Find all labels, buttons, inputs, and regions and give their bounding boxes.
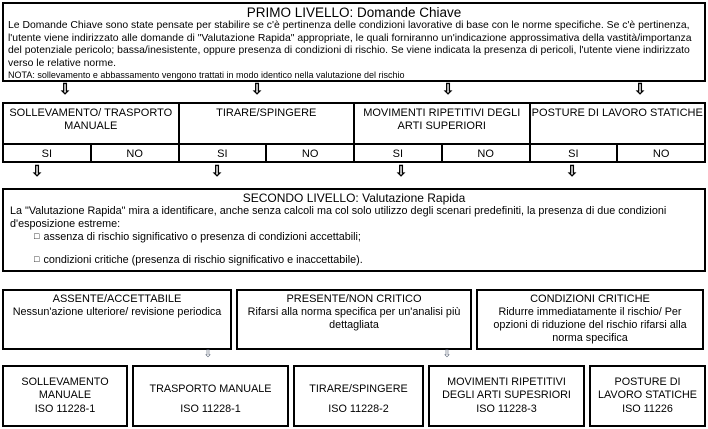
norm-name: SOLLEVAMENTO MANUALE bbox=[21, 376, 109, 401]
category-column-movimenti bbox=[355, 104, 531, 161]
outcome-box-assente bbox=[2, 289, 232, 350]
level1-description: Le Domande Chiave sono state pensate per stabilire se c'è pertinenza delle condizioni lavorative di base con le norme specifiche. Se c'è pertinenza, l'utente viene indirizzato alle domande di "Valutazione Rapida" appropriate, le quali forniranno un'indicazione approssimativa della vastità/importanza del potenziale pericolo; bassa/inesistente, oppure presenza di condizioni di rischio. Se viene indicata la presenza di pericoli, l'utente viene indirizzato verso le relative norme. bbox=[8, 20, 692, 69]
si-cell: SI bbox=[355, 145, 443, 161]
level2-bullet-2 bbox=[4, 254, 704, 267]
no-cell: NO bbox=[301, 148, 319, 160]
level2-title: SECONDO LIVELLO: Valutazione Rapida bbox=[242, 191, 466, 205]
outcome-body: Rifarsi alla norma specifica per un'analisi più dettagliata bbox=[247, 306, 461, 331]
down-arrow-icon: ⇩ bbox=[210, 163, 224, 180]
category-label: MOVIMENTI RIPETITIVI DEGLI ARTI SUPERIORI bbox=[355, 104, 529, 145]
norm-box-tirare bbox=[293, 365, 424, 427]
norm-iso: ISO 11228-1 bbox=[180, 403, 241, 415]
norm-iso: ISO 11228-3 bbox=[476, 403, 537, 415]
category-label: TIRARE/SPINGERE bbox=[180, 104, 354, 145]
norm-name: POSTURE DI LAVORO STATICHE bbox=[598, 376, 697, 401]
si-cell: SI bbox=[531, 145, 619, 161]
down-arrow-icon: ⇩ bbox=[30, 163, 44, 180]
outcome-title: ASSENTE/ACCETTABILE bbox=[52, 293, 182, 305]
norm-iso: ISO 11228-2 bbox=[328, 403, 389, 415]
outcome-title: PRESENTE/NON CRITICO bbox=[286, 293, 422, 305]
category-column-sollevamento bbox=[4, 104, 180, 161]
norm-name: MOVIMENTI RIPETITIVI DEGLI ARTI SUPESRIORI bbox=[442, 376, 571, 401]
norm-box-trasporto bbox=[132, 365, 289, 427]
category-column-posture bbox=[531, 104, 705, 161]
category-column-tirare bbox=[180, 104, 356, 161]
category-table bbox=[2, 102, 706, 163]
down-arrow-icon: ⇩ bbox=[565, 163, 579, 180]
no-cell: NO bbox=[477, 148, 494, 160]
norm-box-posture bbox=[589, 365, 706, 427]
category-label: SOLLEVAMENTO/ TRASPORTO MANUALE bbox=[4, 104, 178, 145]
outcome-title: CONDIZIONI CRITICHE bbox=[530, 293, 650, 305]
norm-iso: ISO 11226 bbox=[622, 403, 673, 415]
down-arrow-icon: ⇩ bbox=[250, 81, 264, 98]
norm-box-sollevamento bbox=[2, 365, 128, 427]
down-arrow-icon: ⇩ bbox=[442, 348, 452, 360]
down-arrow-icon: ⇩ bbox=[203, 348, 213, 360]
bullet-text: condizioni critiche (presenza di rischio significativo e inaccettabile). bbox=[43, 254, 363, 266]
level1-title: PRIMO LIVELLO: Domande Chiave bbox=[246, 5, 462, 20]
si-cell: SI bbox=[180, 145, 268, 161]
outcome-body: Ridurre immediatamente il rischio/ Per opzioni di riduzione del rischio rifarsi alla norma specifica bbox=[493, 306, 687, 344]
down-arrow-icon: ⇩ bbox=[58, 81, 72, 98]
square-bullet-icon: □ bbox=[34, 254, 40, 264]
level2-bullet-1 bbox=[4, 231, 704, 244]
category-label: POSTURE DI LAVORO STATICHE bbox=[531, 104, 705, 145]
outcome-box-presente bbox=[236, 289, 472, 350]
level2-description: La "Valutazione Rapida" mira a identificare, anche senza calcoli ma col solo utilizzo degli scenari predefiniti, la presenza di due condizioni d'esposizione estreme: bbox=[10, 205, 667, 230]
down-arrow-icon: ⇩ bbox=[633, 81, 647, 98]
level1-box bbox=[2, 2, 706, 82]
norm-name: TRASPORTO MANUALE bbox=[149, 382, 272, 395]
norm-iso: ISO 11228-1 bbox=[34, 403, 96, 415]
down-arrow-icon: ⇩ bbox=[394, 163, 408, 180]
level2-box bbox=[2, 188, 706, 272]
down-arrow-icon: ⇩ bbox=[441, 81, 455, 98]
square-bullet-icon: □ bbox=[34, 231, 40, 241]
outcome-body: Nessun'azione ulteriore/ revisione periodica bbox=[12, 306, 222, 318]
no-cell: NO bbox=[126, 148, 143, 160]
si-cell: SI bbox=[4, 145, 92, 161]
bullet-text: assenza di rischio significativo o presenza di condizioni accettabili; bbox=[43, 231, 361, 243]
outcome-box-critiche bbox=[476, 289, 704, 350]
level1-note: NOTA: sollevamento e abbassamento vengono trattati in modo identico nella valutazione del rischio bbox=[8, 70, 405, 80]
norm-box-movimenti bbox=[428, 365, 585, 427]
norm-name: TIRARE/SPINGERE bbox=[309, 382, 408, 395]
no-cell: NO bbox=[652, 148, 670, 160]
